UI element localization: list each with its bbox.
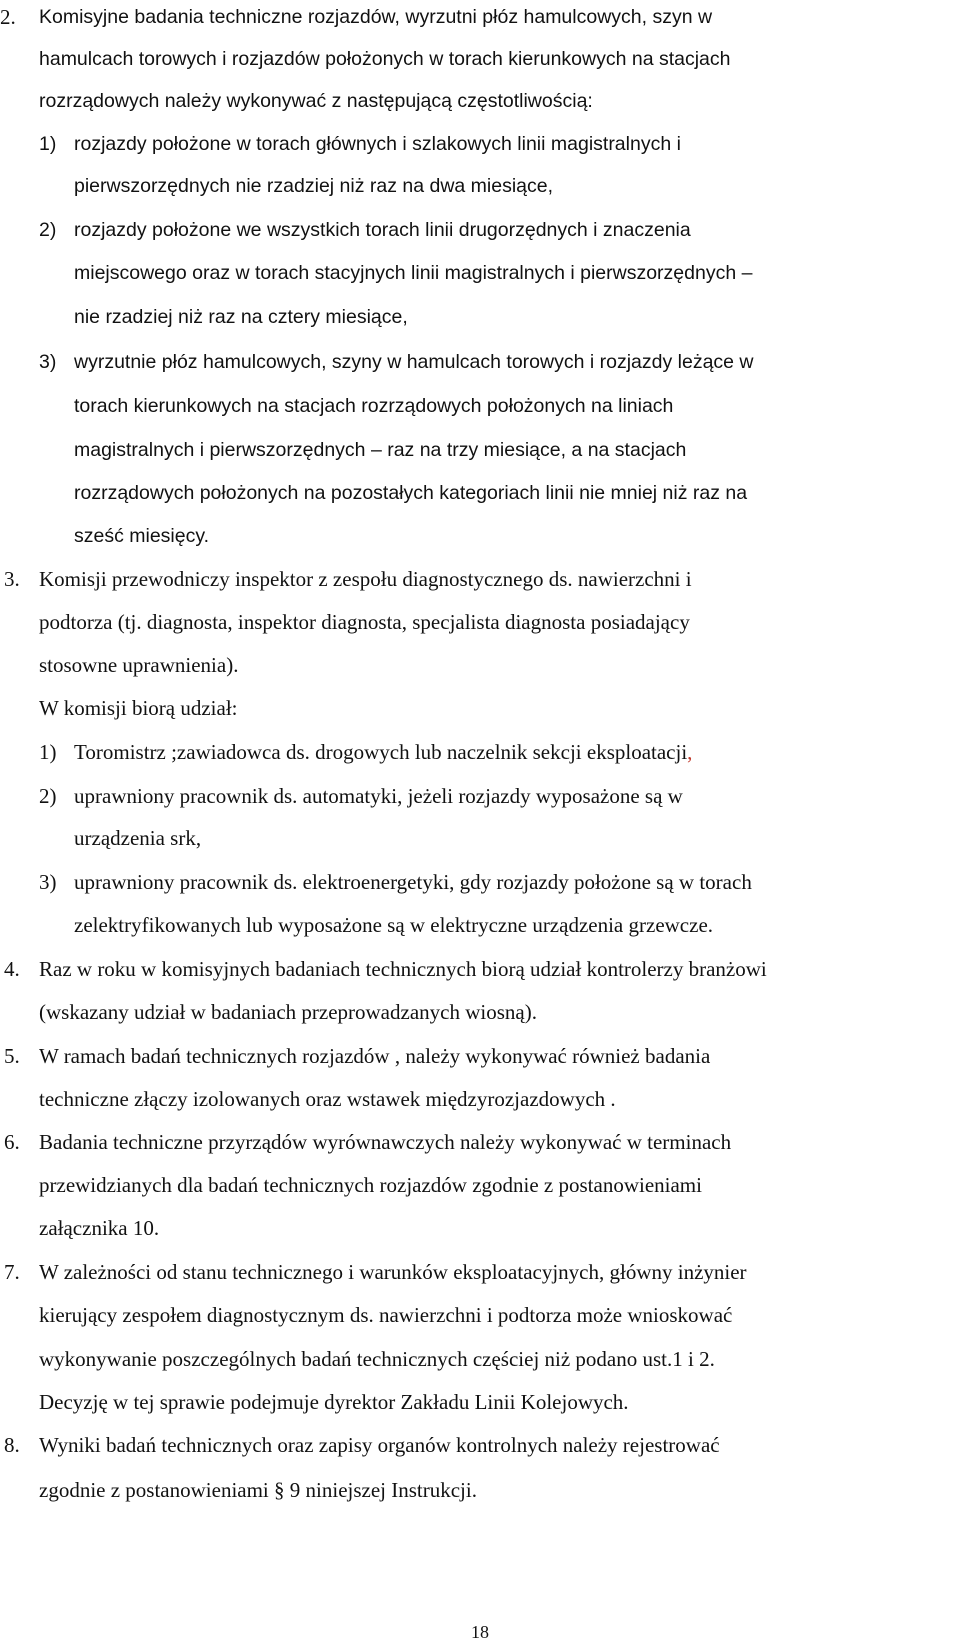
sub-item-text: wyrzutnie płóz hamulcowych, szyny w hamulcach torowych i rozjazdy leżące w (74, 351, 754, 373)
item-6-text: Badania techniczne przyrządów wyrównawczych należy wykonywać w terminach (39, 1130, 732, 1154)
red-comma-mark: , (687, 740, 693, 764)
sub-item-number: 1) (39, 740, 57, 764)
sub-item-text: uprawniony pracownik ds. elektroenergetyki, gdy rozjazdy położone są w torach (74, 870, 752, 894)
sub-item-text: rozjazdy położone w torach głównych i szlakowych linii magistralnych i (74, 133, 681, 155)
item-3-text: Komisji przewodniczy inspektor z zespołu diagnostycznego ds. nawierzchni i (39, 567, 692, 591)
item-3-text: podtorza (tj. diagnosta, inspektor diagnosta, specjalista diagnosta posiadający (39, 610, 690, 634)
item-3-text: stosowne uprawnienia). (39, 653, 239, 677)
item-7-text: kierujący zespołem diagnostycznym ds. nawierzchni i podtorza może wnioskować (39, 1303, 733, 1327)
sub-item-text: urządzenia srk, (74, 826, 202, 850)
sub-item-text: miejscowego oraz w torach stacyjnych linii magistralnych i pierwszorzędnych – (74, 262, 753, 284)
sub-item-text: rozrządowych położonych na pozostałych kategoriach linii nie mniej niż raz na (74, 482, 748, 504)
sub-item-text: zelektryfikowanych lub wyposażone są w elektryczne urządzenia grzewcze. (74, 913, 714, 937)
item-4-number: 4. (4, 957, 20, 981)
item-6-text: załącznika 10. (39, 1216, 160, 1240)
sub-item-number: 1) (39, 133, 57, 155)
sub-item-number: 3) (39, 351, 57, 373)
item-7-text: Decyzję w tej sprawie podejmuje dyrektor Zakładu Linii Kolejowych. (39, 1390, 629, 1414)
item-6-number: 6. (4, 1130, 20, 1154)
item-2-number: 2. (0, 5, 16, 29)
item-4-text: Raz w roku w komisyjnych badaniach technicznych biorą udział kontrolerzy branżowi (39, 957, 767, 981)
item-8-text: zgodnie z postanowieniami § 9 niniejszej Instrukcji. (39, 1478, 477, 1502)
sub-item-number: 2) (39, 219, 57, 241)
item-4-text: (wskazany udział w badaniach przeprowadzanych wiosną). (39, 1000, 537, 1024)
sub-item-number: 3) (39, 870, 57, 894)
item-8-number: 8. (4, 1433, 20, 1457)
sub-item-text: pierwszorzędnych nie rzadziej niż raz na dwa miesiące, (74, 175, 554, 197)
sub-item-text: magistralnych i pierwszorzędnych – raz na trzy miesiące, a na stacjach (74, 439, 687, 461)
committee-intro: W komisji biorą udział: (39, 696, 238, 720)
sub-item-text: uprawniony pracownik ds. automatyki, jeżeli rozjazdy wyposażone są w (74, 784, 683, 808)
item-7-text: W zależności od stanu technicznego i warunków eksploatacyjnych, główny inżynier (39, 1260, 747, 1284)
sub-item-text-main: Toromistrz ;zawiadowca ds. drogowych lub naczelnik sekcji eksploatacji (74, 740, 688, 764)
sub-item-text (74, 740, 692, 764)
item-2-text: hamulcach torowych i rozjazdów położonych w torach kierunkowych na stacjach (39, 48, 731, 70)
item-7-text: wykonywanie poszczególnych badań technicznych częściej niż podano ust.1 i 2. (39, 1347, 715, 1371)
page-number: 18 (471, 1622, 489, 1642)
item-3-number: 3. (4, 567, 20, 591)
item-6-text: przewidzianych dla badań technicznych rozjazdów zgodnie z postanowieniami (39, 1173, 702, 1197)
item-2-text: Komisyjne badania techniczne rozjazdów, wyrzutni płóz hamulcowych, szyn w (39, 6, 713, 28)
item-5-text: techniczne złączy izolowanych oraz wstawek międzyrozjazdowych . (39, 1087, 616, 1111)
sub-item-text: nie rzadziej niż raz na cztery miesiące, (74, 306, 408, 328)
item-2-text: rozrządowych należy wykonywać z następującą częstotliwością: (39, 90, 593, 112)
sub-item-text: sześć miesięcy. (74, 525, 210, 547)
item-7-number: 7. (4, 1260, 20, 1284)
item-5-number: 5. (4, 1044, 20, 1068)
item-8-text: Wyniki badań technicznych oraz zapisy organów kontrolnych należy rejestrować (39, 1433, 720, 1457)
sub-item-number: 2) (39, 784, 57, 808)
sub-item-text: torach kierunkowych na stacjach rozrządowych położonych na liniach (74, 395, 674, 417)
sub-item-text: rozjazdy położone we wszystkich torach linii drugorzędnych i znaczenia (74, 219, 691, 241)
item-5-text: W ramach badań technicznych rozjazdów , należy wykonywać również badania (39, 1044, 711, 1068)
